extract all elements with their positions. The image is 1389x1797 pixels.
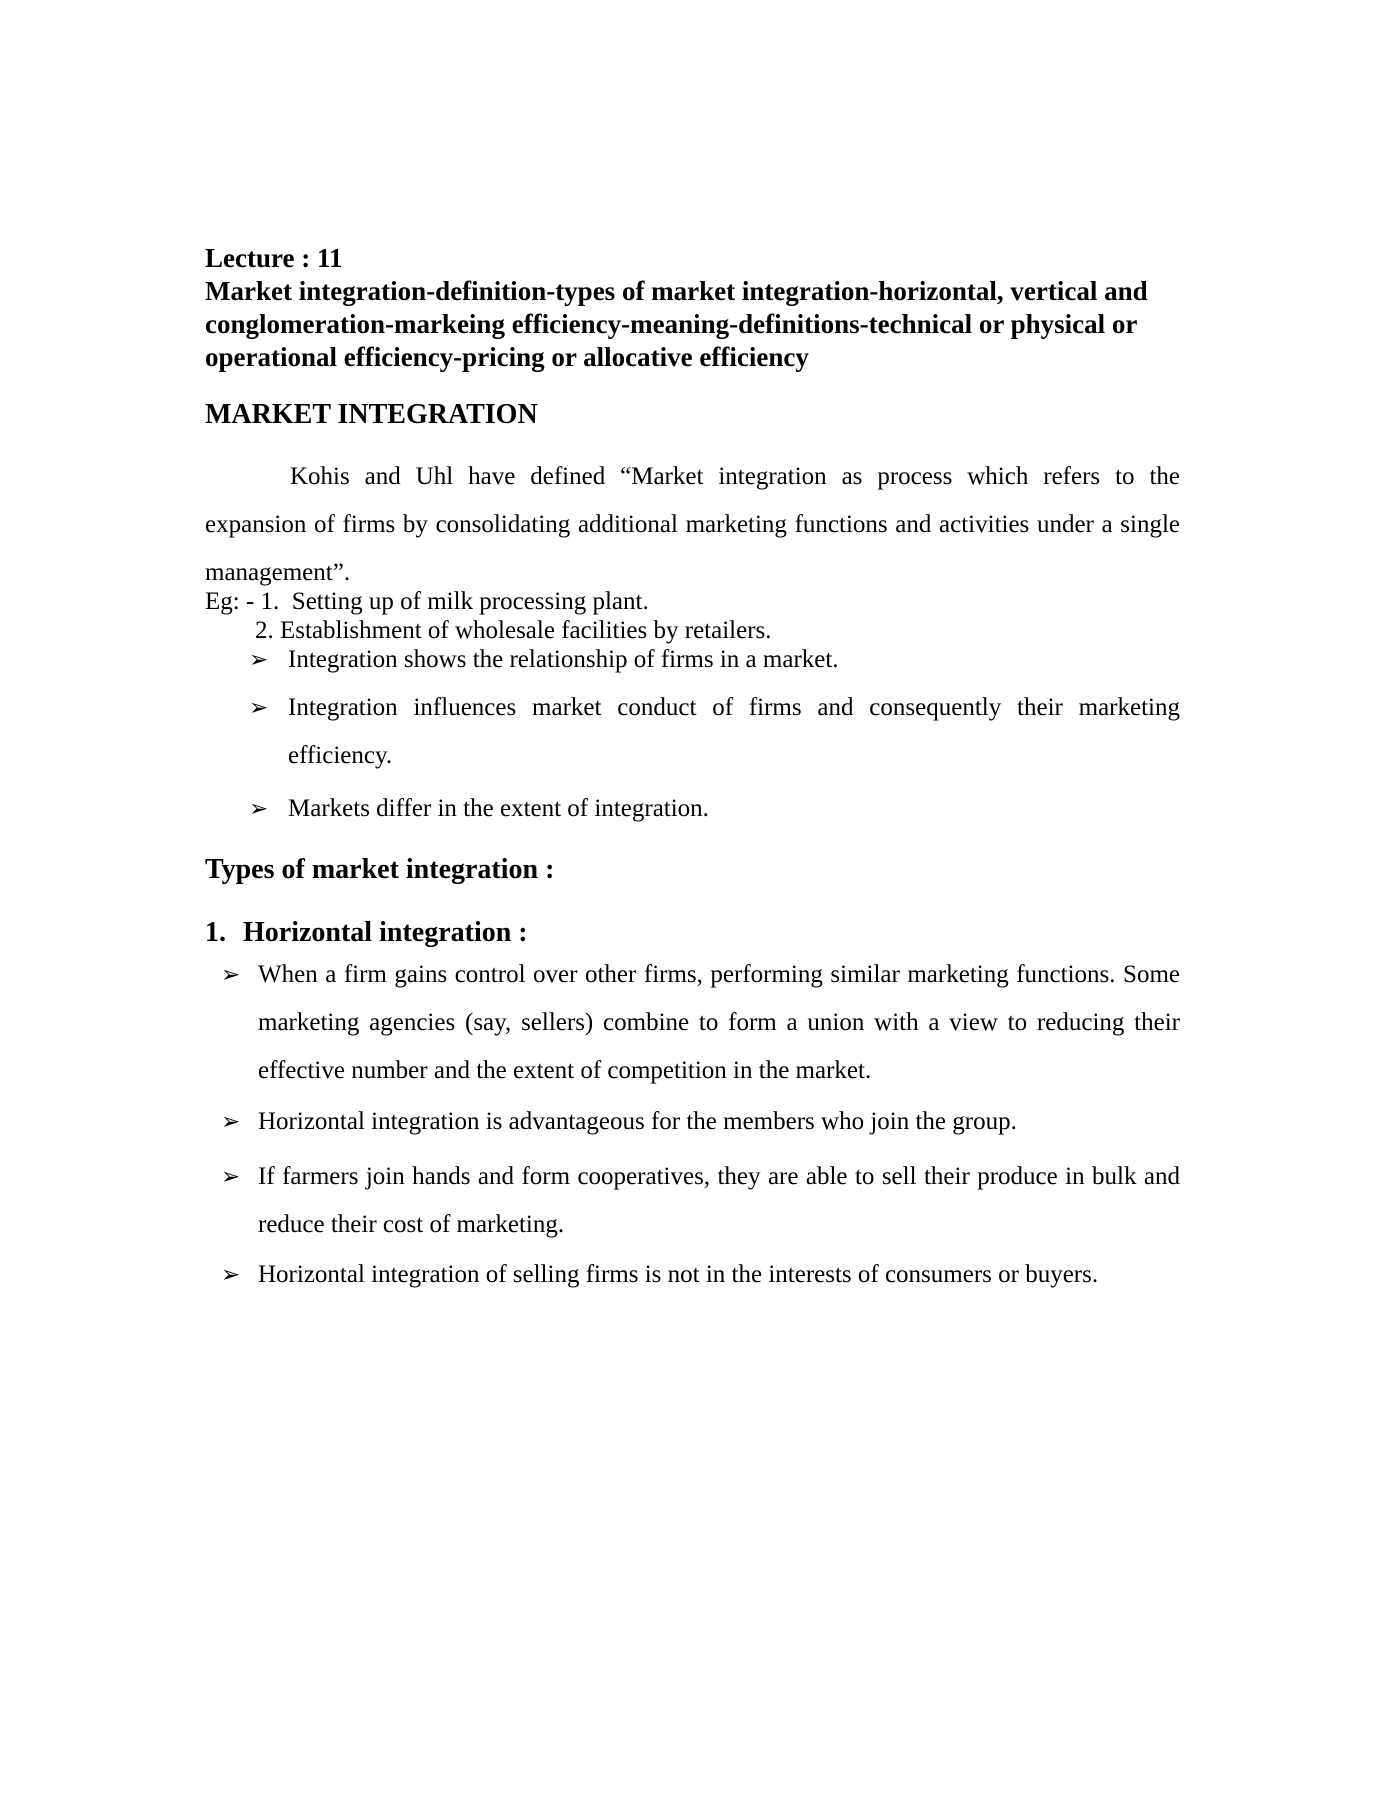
horizontal-integration-heading (205, 916, 1180, 949)
heading-number: 1. (205, 917, 226, 948)
lecture-number: Lecture : 11 (205, 243, 343, 273)
section-heading-market-integration: MARKET INTEGRATION (205, 399, 538, 430)
bullet-advantageous-members (205, 1098, 1180, 1146)
arrowhead-bullet-icon: ➢ (249, 647, 269, 673)
example-item-2: 2. Establishment of wholesale facilities by retailers. (255, 617, 772, 644)
example-item-1: Eg: - 1. Setting up of milk processing plant. (205, 588, 649, 615)
bullet-text: If farmers join hands and form cooperatives, they are able to sell their produce in bulk and reduce their cost of marketing. (258, 1163, 1180, 1238)
bullet-text: Horizontal integration is advantageous for the members who join the group. (258, 1108, 1017, 1135)
lecture-title: Market integration-definition-types of market integration-horizontal, vertical and conglomeration-markeing efficiency-meaning-definitions-technical or physical or operational efficiency-pricing or allocative efficiency (205, 276, 1148, 372)
bullet-text: Integration shows the relationship of firms in a market. (288, 646, 839, 673)
bullet-text: Horizontal integration of selling firms is not in the interests of consumers or buyers. (258, 1261, 1099, 1288)
document-header (205, 242, 1180, 374)
bullet-farmers-cooperatives (205, 1153, 1180, 1249)
heading-label: Horizontal integration : (243, 917, 528, 948)
bullet-not-in-interests (205, 1251, 1180, 1299)
definition-paragraph: Kohis and Uhl have defined “Market integration as process which refers to the expansion of firms by consolidating additional marketing functions and activities under a single management”. (205, 463, 1180, 586)
types-heading: Types of market integration : (205, 854, 555, 885)
arrowhead-bullet-icon: ➢ (221, 1109, 241, 1135)
arrowhead-bullet-icon: ➢ (221, 962, 241, 988)
bullet-integration-relationship (205, 636, 1180, 684)
arrowhead-bullet-icon: ➢ (221, 1262, 241, 1288)
arrowhead-bullet-icon: ➢ (249, 796, 269, 822)
bullet-firm-gains-control (205, 951, 1180, 1095)
bullet-integration-influences (205, 684, 1180, 780)
bullet-markets-differ (205, 785, 1180, 833)
bullet-text: When a firm gains control over other firms, performing similar marketing functions. Some marketing agencies (say, sellers) combine to form a union with a view to reducing their effective number and the extent of competition in the market. (258, 961, 1180, 1084)
bullet-text: Integration influences market conduct of firms and consequently their marketing efficiency. (288, 694, 1180, 769)
bullet-text: Markets differ in the extent of integration. (288, 795, 709, 822)
arrowhead-bullet-icon: ➢ (249, 695, 269, 721)
arrowhead-bullet-icon: ➢ (221, 1164, 241, 1190)
